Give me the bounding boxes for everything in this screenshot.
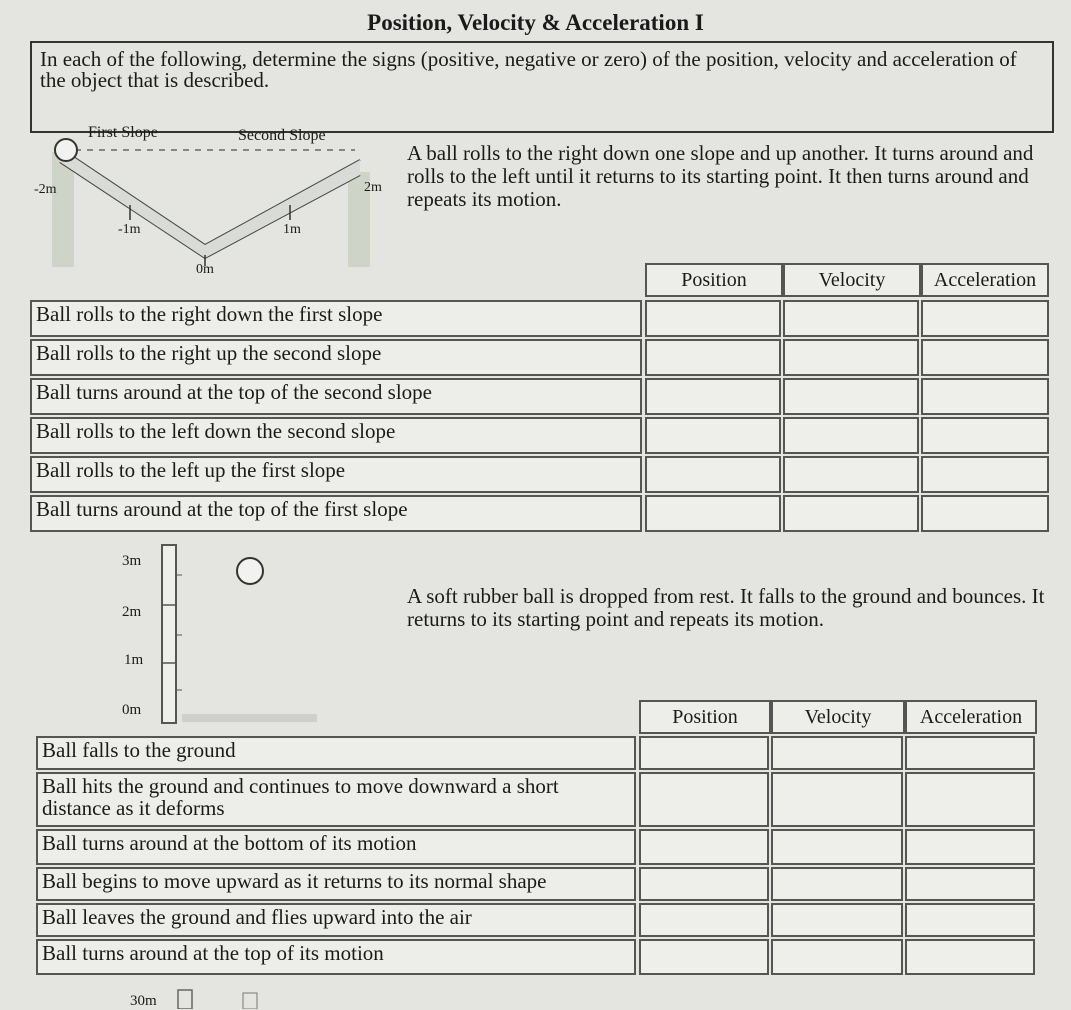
acceleration-cell[interactable] [905,939,1035,975]
origin-label: 0m [196,262,214,277]
acceleration-cell[interactable] [905,772,1035,827]
table-row-label: Ball falls to the ground [36,736,636,770]
table-row-label: Ball turns around at the top of the second slope [30,378,642,415]
position-cell[interactable] [639,867,769,901]
header-acceleration: Acceleration [905,700,1037,734]
velocity-cell[interactable] [771,939,903,975]
right-height-label: 2m [364,180,382,195]
table-row-label: Ball begins to move upward as it returns to its normal shape [36,867,636,901]
table-row-label: Ball rolls to the left up the first slope [30,456,642,493]
table-row-label: Ball hits the ground and continues to move downward a short distance as it deforms [36,772,636,827]
velocity-cell[interactable] [771,736,903,770]
position-cell[interactable] [645,495,781,532]
velocity-cell[interactable] [783,339,919,376]
rubber-ball-icon [237,558,263,584]
velocity-cell[interactable] [783,300,919,337]
table-row-label: Ball rolls to the right down the first slope [30,300,642,337]
table-row-label: Ball turns around at the top of its motion [36,939,636,975]
acceleration-cell[interactable] [905,829,1035,865]
section2-description: A soft rubber ball is dropped from rest. It falls to the ground and bounces. It returns to its starting point and repeats its motion. [407,584,1045,631]
velocity-cell[interactable] [783,495,919,532]
velocity-cell[interactable] [771,903,903,937]
next-scale-top [178,990,192,1009]
position-cell[interactable] [645,300,781,337]
velocity-cell[interactable] [783,456,919,493]
tick-label-1m: 1m [124,652,144,668]
position-cell[interactable] [639,939,769,975]
velocity-cell[interactable] [783,417,919,454]
acceleration-cell[interactable] [905,736,1035,770]
table-row-label: Ball rolls to the right up the second slope [30,339,642,376]
tick-label-30m: 30m [130,993,157,1009]
acceleration-cell[interactable] [921,417,1049,454]
second-slope-label: Second Slope [238,127,326,144]
position-cell[interactable] [639,736,769,770]
left-mark-label: -1m [118,222,141,237]
tick-label-0m: 0m [122,702,142,718]
section1-description: A ball rolls to the right down one slope and up another. It turns around and rolls to the left until it returns to its starting point. It then turns around and repeats its motion. [407,141,1034,211]
velocity-cell[interactable] [771,829,903,865]
ground-strip [182,714,317,722]
velocity-cell[interactable] [783,378,919,415]
header-velocity: Velocity [783,263,921,297]
position-cell[interactable] [645,417,781,454]
header-position: Position [645,263,783,297]
page-title: Position, Velocity & Acceleration I [367,10,704,35]
instructions-box: In each of the following, determine the signs (positive, negative or zero) of the position, velocity and acceleration of the object that is described. [30,41,1054,133]
acceleration-cell[interactable] [921,456,1049,493]
position-cell[interactable] [639,772,769,827]
position-cell[interactable] [645,339,781,376]
header-acceleration: Acceleration [921,263,1049,297]
acceleration-cell[interactable] [921,300,1049,337]
position-cell[interactable] [639,829,769,865]
header-velocity: Velocity [771,700,905,734]
table-row-label: Ball turns around at the top of the first slope [30,495,642,532]
tick-label-2m: 2m [122,604,142,620]
table-row-label: Ball leaves the ground and flies upward into the air [36,903,636,937]
velocity-cell[interactable] [771,772,903,827]
acceleration-cell[interactable] [921,495,1049,532]
height-scale [162,545,176,723]
acceleration-cell[interactable] [921,378,1049,415]
table-row-label: Ball turns around at the bottom of its motion [36,829,636,865]
next-ball-partial [243,993,257,1009]
velocity-cell[interactable] [771,867,903,901]
position-cell[interactable] [645,456,781,493]
position-cell[interactable] [645,378,781,415]
header-position: Position [639,700,771,734]
right-mark-label: 1m [283,222,301,237]
tick-label-3m: 3m [122,553,142,569]
position-cell[interactable] [639,903,769,937]
table-row-label: Ball rolls to the left down the second slope [30,417,642,454]
left-height-label: -2m [34,182,57,197]
acceleration-cell[interactable] [905,903,1035,937]
acceleration-cell[interactable] [921,339,1049,376]
first-slope-label: First Slope [88,124,158,141]
acceleration-cell[interactable] [905,867,1035,901]
